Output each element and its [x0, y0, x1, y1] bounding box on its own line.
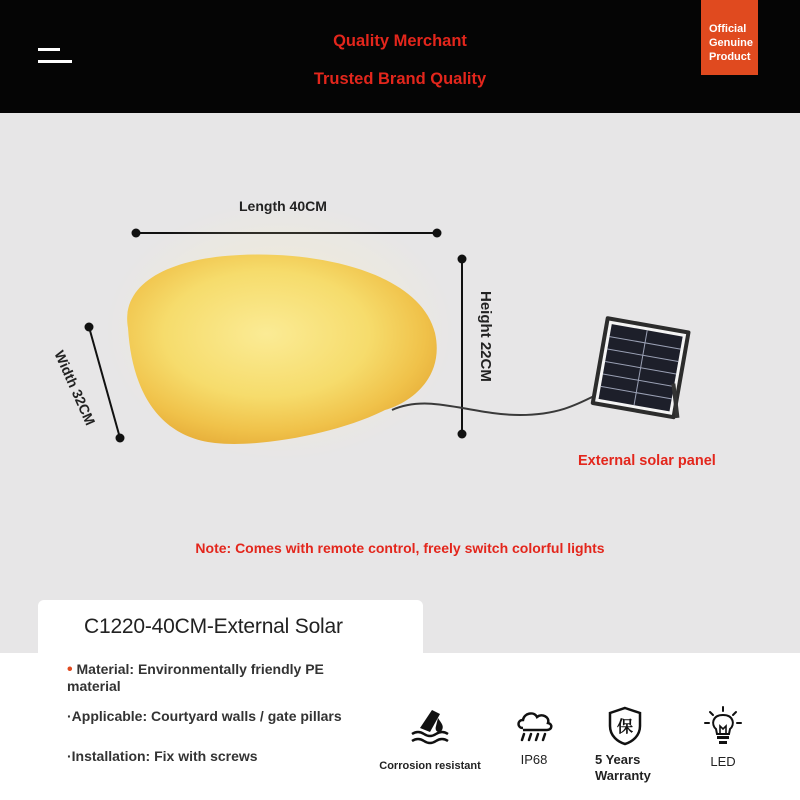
header-slogan-1: Quality Merchant [333, 32, 467, 50]
feature-corrosion [375, 706, 485, 774]
header-slogan-2: Trusted Brand Quality [313, 70, 487, 88]
led-bulb-icon [703, 706, 743, 746]
length-label: Length 40CM [239, 198, 327, 214]
model-title: C1220-40CM-External Solar [84, 615, 343, 638]
warranty-shield-icon [607, 706, 643, 746]
badge-line-3: Product [709, 51, 751, 63]
official-badge [701, 0, 758, 75]
badge-line-1: Official [709, 23, 747, 35]
corrosion-resistant-icon [408, 706, 452, 746]
height-dimension-line [458, 255, 467, 439]
model-card [38, 600, 423, 660]
spec-material-text: Material: Environmentally friendly PE material [67, 661, 324, 694]
feature-led-label: LED [710, 754, 736, 769]
feature-warranty-label: 5 Years Warranty [595, 752, 651, 783]
remote-control-note: Note: Comes with remote control, freely switch colorful lights [195, 540, 605, 556]
feature-warranty [590, 706, 660, 784]
badge-line-2: Genuine [709, 37, 754, 49]
feature-corrosion-label: Corrosion resistant [379, 760, 481, 772]
solar-panel [590, 316, 692, 420]
width-label: Width 32CM [51, 348, 99, 428]
warranty-glyph: 保 [616, 717, 634, 736]
bullet-dot: • [67, 661, 73, 678]
feature-led [700, 706, 746, 770]
spec-applicable: ·Applicable: Courtyard walls / gate pillars [67, 708, 342, 724]
header-bar [0, 0, 800, 113]
product-illustration [0, 113, 800, 653]
height-label: Height 22CM [477, 291, 494, 382]
ip68-rain-cloud-icon [514, 708, 554, 744]
spec-installation: ·Installation: Fix with screws [67, 748, 258, 764]
feature-ip68-label: IP68 [520, 752, 548, 767]
solar-panel-label: External solar panel [578, 453, 716, 469]
dimension-diagram [0, 113, 800, 653]
feature-ip68 [508, 708, 560, 768]
spec-material [67, 661, 357, 695]
